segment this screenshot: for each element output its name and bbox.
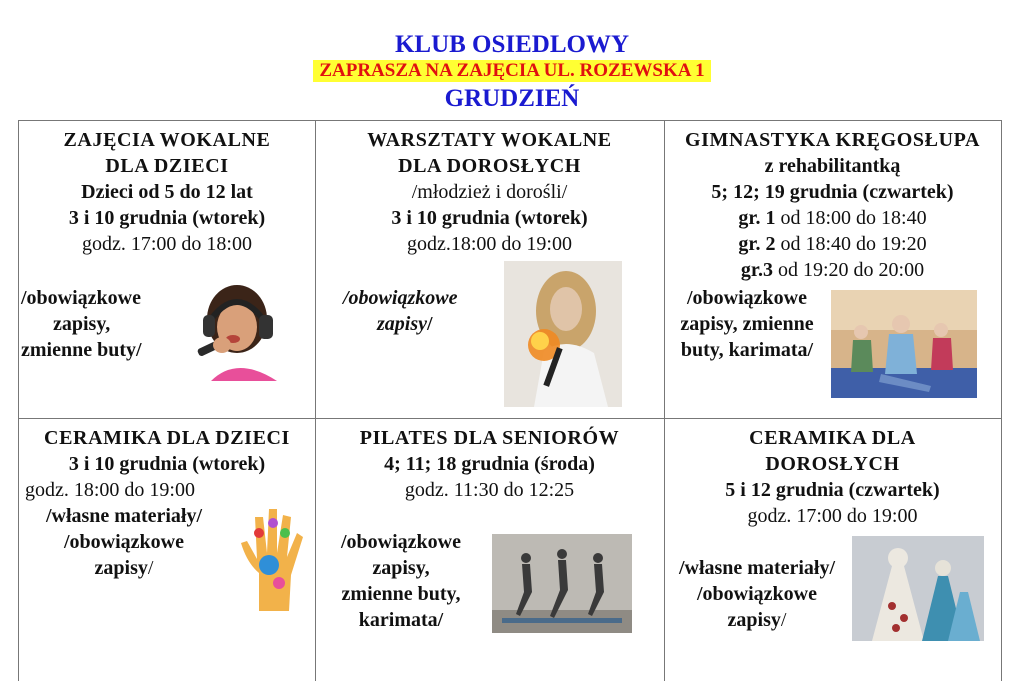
page-title: KLUB OSIEDLOWY <box>394 31 630 58</box>
cell-age: /młodzież i dorośli/ <box>411 181 568 203</box>
singer-with-microphone-image <box>504 261 622 407</box>
painted-hand-image <box>229 503 309 611</box>
cell-hours: godz. 17:00 do 19:00 <box>747 505 918 527</box>
group-line: gr. 2 od 18:40 do 19:20 <box>738 233 927 255</box>
row-divider <box>19 418 1002 419</box>
cell-title: PILATES DLA SENIORÓW <box>359 427 620 449</box>
cell-age: Dzieci od 5 do 12 lat <box>81 181 253 203</box>
cell-note: /obowiązkowe zapisy/ <box>343 287 458 335</box>
header <box>0 30 1024 114</box>
column-divider <box>1001 121 1002 681</box>
cell-dates: 3 i 10 grudnia (wtorek) <box>68 207 266 229</box>
cell-title: CERAMIKA DLA DZIECI <box>44 427 290 449</box>
ceramic-figures-image <box>852 536 984 641</box>
cell-hours: godz. 11:30 do 12:25 <box>404 479 575 501</box>
cell-hours: godz.18:00 do 19:00 <box>407 233 572 255</box>
cell-note: /obowiązkowe zapisy, zmienne buty, karimata/ <box>680 287 814 361</box>
schedule-grid <box>18 120 1002 681</box>
cell-dates: 5 i 12 grudnia (czwartek) <box>725 479 940 501</box>
cell-note: /własne materiały/ /obowiązkowe zapisy/ <box>678 557 836 631</box>
cell-title: DLA DOROSŁYCH <box>398 155 581 177</box>
cell-vocal-adults <box>315 127 664 257</box>
senior-gymnastics-image <box>831 290 977 398</box>
cell-note: /obowiązkowe zapisy, zmienne buty, karimata/ <box>341 531 461 631</box>
cell-title: ZAJĘCIA WOKALNE <box>63 129 271 151</box>
cell-subtitle: z rehabilitantką <box>764 155 901 177</box>
page-subtitle: ZAPRASZA NA ZAJĘCIA UL. ROZEWSKA 1 <box>313 60 710 82</box>
cell-title: WARSZTATY WOKALNE <box>367 129 612 151</box>
cell-gymnastics <box>664 127 1001 283</box>
cell-title: GIMNASTYKA KRĘGOSŁUPA <box>684 129 981 151</box>
cell-title: DLA DZIECI <box>105 155 229 177</box>
cell-dates: 5; 12; 19 grudnia (czwartek) <box>711 181 954 203</box>
cell-hours: godz. 17:00 do 18:00 <box>82 233 252 255</box>
cell-dates: 4; 11; 18 grudnia (środa) <box>384 453 595 475</box>
cell-dates: 3 i 10 grudnia (wtorek) <box>68 453 266 475</box>
month-title: GRUDZIEŃ <box>444 85 580 112</box>
cell-dates: 3 i 10 grudnia (wtorek) <box>391 207 588 229</box>
group-line: gr.3 od 19:20 do 20:00 <box>740 259 925 281</box>
cell-title: CERAMIKA DLA <box>749 427 916 449</box>
cell-vocal-kids <box>19 127 315 257</box>
cell-hours: godz. 18:00 do 19:00 <box>25 479 195 501</box>
cell-note: /własne materiały/ /obowiązkowe zapisy/ <box>45 505 203 579</box>
pilates-class-image <box>492 534 632 633</box>
singing-girl-image <box>167 285 297 381</box>
cell-title: DOROSŁYCH <box>765 453 900 475</box>
cell-note: /obowiązkowe zapisy, zmienne buty/ <box>21 287 142 361</box>
group-line: gr. 1 od 18:00 do 18:40 <box>738 207 927 229</box>
cell-ceramics-kids <box>19 425 315 477</box>
cell-ceramics-adults <box>664 425 1001 529</box>
cell-pilates <box>315 425 664 503</box>
